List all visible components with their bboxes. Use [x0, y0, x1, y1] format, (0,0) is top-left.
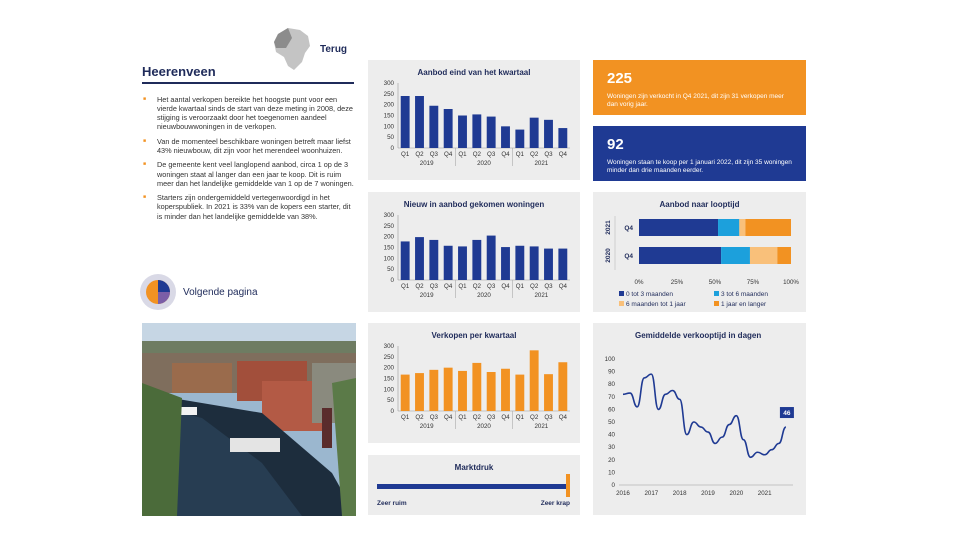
gauge-right-label: Zeer krap: [540, 500, 570, 507]
stacked-bar-segment: [639, 247, 721, 264]
x-tick-label: 50%: [708, 279, 722, 286]
kpi-sold: [593, 60, 806, 115]
bar: [487, 117, 496, 148]
sales-bar-chart: [368, 323, 580, 443]
new-supply-bar-chart: [368, 192, 580, 312]
stacked-bar-segment: [745, 219, 791, 236]
kpi-for-sale: [593, 126, 806, 181]
x-tick-label: Q3: [429, 151, 438, 158]
duration-stacked-chart: [593, 192, 806, 312]
y-tick-label: 200: [383, 364, 394, 372]
bar: [515, 130, 524, 148]
x-tick-label: 75%: [746, 279, 760, 286]
year-label: 2019: [419, 292, 434, 299]
stacked-bar-segment: [750, 247, 777, 264]
legend-swatch: [714, 301, 719, 306]
x-tick-label: Q1: [515, 414, 524, 421]
row-year-label: 2020: [605, 248, 612, 263]
bar: [472, 363, 481, 411]
x-tick-label: Q2: [472, 414, 481, 421]
bar: [544, 249, 553, 280]
x-tick-label: Q4: [501, 151, 510, 158]
chart-title: Gemiddelde verkooptijd in dagen: [635, 331, 762, 340]
bar: [415, 237, 424, 280]
bar: [429, 106, 438, 148]
x-tick-label: Q1: [458, 151, 467, 158]
x-tick-label: Q1: [515, 283, 524, 290]
x-tick-label: Q4: [444, 283, 453, 290]
next-page-link[interactable]: Volgende pagina: [183, 287, 258, 298]
row-quarter-label: Q4: [624, 225, 633, 232]
year-label: 2021: [534, 292, 549, 299]
x-tick-label: Q4: [444, 151, 453, 158]
x-tick-label: Q2: [415, 283, 424, 290]
x-tick-label: Q4: [558, 283, 567, 290]
bar: [472, 240, 481, 280]
x-tick-label: Q3: [544, 151, 553, 158]
x-tick-label: Q3: [487, 283, 496, 290]
x-tick-label: Q2: [530, 151, 539, 158]
year-label: 2020: [477, 160, 491, 167]
chart-panel-new-supply: [368, 192, 580, 312]
bar: [530, 246, 539, 280]
stacked-bar-segment: [718, 219, 739, 236]
chart-title: Verkopen per kwartaal: [431, 331, 517, 340]
x-tick-label: Q2: [415, 151, 424, 158]
bar: [515, 375, 524, 411]
y-tick-label: 250: [383, 222, 394, 230]
kpi-text: Woningen zijn verkocht in Q4 2021, dit zijn 31 verkopen meer dan vorig jaar.: [607, 93, 784, 108]
chart-title: Aanbod eind van het kwartaal: [417, 68, 531, 77]
x-tick-label: 2021: [757, 490, 772, 497]
intro-bullet: ■ Starters zijn ondergemiddeld vertegenwoordigd in het koperspubliek. In 2021 is 33% van de kopers een starter, dit is minder dan het landelijke gemiddelde van 38%.: [142, 193, 356, 221]
chart-panel-sales-time: [593, 323, 806, 515]
x-tick-label: Q2: [415, 414, 424, 421]
y-tick-label: 150: [383, 375, 394, 383]
x-tick-label: Q1: [515, 151, 524, 158]
back-link[interactable]: Terug: [320, 44, 348, 55]
y-tick-label: 20: [608, 456, 615, 464]
year-label: 2021: [534, 423, 549, 430]
y-tick-label: 200: [383, 233, 394, 241]
legend-label: 1 jaar en langer: [721, 301, 767, 308]
intro-section: [142, 64, 356, 226]
year-label: 2020: [477, 292, 491, 299]
y-tick-label: 10: [608, 469, 615, 477]
x-tick-label: Q3: [544, 283, 553, 290]
y-tick-label: 200: [383, 101, 394, 109]
stacked-bar-segment: [739, 219, 745, 236]
y-tick-label: 300: [383, 80, 394, 87]
bar: [415, 373, 424, 411]
bar: [429, 370, 438, 411]
kpi-value: 92: [607, 136, 624, 153]
year-label: 2021: [534, 160, 549, 167]
bar: [444, 109, 453, 148]
year-label: 2019: [419, 423, 434, 430]
x-tick-label: 25%: [670, 279, 684, 286]
y-tick-label: 30: [608, 444, 615, 452]
legend-label: 3 tot 6 maanden: [721, 291, 768, 298]
row-year-label: 2021: [605, 220, 612, 235]
series-line: [623, 374, 786, 457]
chart-panel-supply: [368, 60, 580, 180]
chart-panel-sales: [368, 323, 580, 443]
last-value-label: 46: [783, 410, 791, 418]
bar: [501, 247, 510, 280]
x-tick-label: Q4: [501, 283, 510, 290]
intro-bullet: ■ Het aantal verkopen bereikte het hoogste punt voor een vierde kwartaal sinds de start van deze meting in 2008, deze stijging is veroorzaakt door het toegenomen aandeel nieuwbouwwoningen in de verkopen.: [142, 95, 356, 132]
x-tick-label: Q1: [401, 414, 410, 421]
bar: [515, 246, 524, 280]
x-tick-label: 2018: [672, 490, 687, 497]
y-tick-label: 250: [383, 353, 394, 361]
stacked-bar-segment: [721, 247, 750, 264]
chart-title: Aanbod naar looptijd: [659, 200, 740, 209]
x-tick-label: 100%: [783, 279, 799, 286]
intro-bullet: ■ Van de momenteel beschikbare woningen betreft maar liefst 43% nieuwbouw, dit zijn voor het merendeel woonhuizen.: [142, 137, 356, 156]
x-tick-label: 2020: [729, 490, 744, 497]
legend-label: 6 maanden tot 1 jaar: [626, 301, 686, 308]
bar: [401, 96, 410, 148]
bar: [558, 128, 567, 148]
bar: [458, 116, 467, 149]
x-tick-label: 2017: [644, 490, 659, 497]
market-pressure-panel: [368, 455, 580, 515]
bar: [487, 236, 496, 280]
gauge-track: [377, 484, 570, 489]
bar: [487, 372, 496, 411]
x-tick-label: 2016: [616, 490, 630, 497]
x-tick-label: Q4: [444, 414, 453, 421]
y-tick-label: 50: [387, 266, 394, 274]
y-tick-label: 0: [390, 277, 394, 284]
intro-bullet: ■ De gemeente kent veel langlopend aanbod, circa 1 op de 3 woningen staat al langer dan een jaar te koop. Dit is ruim meer dan het landelijke gemiddelde van 1 op de 7 woningen.: [142, 160, 356, 188]
legend-label: 0 tot 3 maanden: [626, 291, 673, 298]
y-tick-label: 250: [383, 90, 394, 98]
bar: [415, 96, 424, 148]
y-tick-label: 100: [383, 255, 394, 263]
bar: [429, 240, 438, 280]
y-tick-label: 50: [608, 419, 615, 426]
y-tick-label: 0: [611, 482, 615, 489]
y-tick-label: 50: [387, 397, 394, 405]
title-underline: [142, 82, 354, 84]
x-tick-label: Q1: [458, 414, 467, 421]
town-photo: [142, 323, 356, 516]
bar: [558, 362, 567, 411]
y-tick-label: 0: [390, 145, 394, 152]
x-tick-label: Q2: [472, 151, 481, 158]
kpi-value: 225: [607, 70, 633, 87]
y-tick-label: 80: [608, 381, 615, 389]
stacked-bar-segment: [777, 247, 791, 264]
y-tick-label: 100: [604, 356, 615, 363]
gauge-marker: [566, 474, 570, 497]
bar: [530, 118, 539, 148]
stacked-bar-segment: [639, 219, 718, 236]
gauge-left-label: Zeer ruim: [377, 500, 407, 507]
x-tick-label: 0%: [634, 279, 644, 286]
x-tick-label: Q4: [558, 151, 567, 158]
bar: [544, 120, 553, 148]
y-tick-label: 100: [383, 386, 394, 394]
gauge-title: Marktdruk: [454, 463, 494, 472]
sales-time-line-chart: [593, 323, 806, 515]
legend-swatch: [619, 301, 624, 306]
x-tick-label: Q2: [530, 283, 539, 290]
x-tick-label: Q1: [458, 283, 467, 290]
bar: [401, 241, 410, 280]
row-quarter-label: Q4: [624, 253, 633, 260]
year-label: 2019: [419, 160, 434, 167]
bar: [458, 246, 467, 280]
page-title: Heerenveen: [142, 64, 216, 79]
bar: [544, 374, 553, 411]
legend-swatch: [714, 291, 719, 296]
x-tick-label: Q3: [544, 414, 553, 421]
y-tick-label: 50: [387, 134, 394, 142]
bar: [401, 375, 410, 411]
bar: [501, 369, 510, 411]
x-tick-label: Q3: [487, 151, 496, 158]
chart-title: Nieuw in aanbod gekomen woningen: [403, 200, 545, 209]
x-tick-label: Q1: [401, 283, 410, 290]
x-tick-label: Q2: [530, 414, 539, 421]
y-tick-label: 150: [383, 244, 394, 252]
x-tick-label: Q1: [401, 151, 410, 158]
x-tick-label: Q2: [472, 283, 481, 290]
supply-bar-chart: [368, 60, 580, 180]
bar: [530, 350, 539, 411]
bar: [558, 249, 567, 280]
intro-bullets: [142, 95, 356, 222]
x-tick-label: Q3: [487, 414, 496, 421]
y-tick-label: 90: [608, 368, 615, 376]
x-tick-label: Q4: [501, 414, 510, 421]
y-tick-label: 0: [390, 408, 394, 415]
kpi-text: Woningen staan te koop per 1 januari 2022, dit zijn 35 woningen minder dan drie maanden eerder.: [607, 159, 792, 174]
bar: [444, 246, 453, 280]
y-tick-label: 70: [608, 393, 615, 401]
next-page-icon[interactable]: [139, 273, 177, 311]
y-tick-label: 60: [608, 406, 615, 414]
x-tick-label: Q4: [558, 414, 567, 421]
y-tick-label: 100: [383, 123, 394, 131]
bar: [458, 371, 467, 411]
x-tick-label: 2019: [701, 490, 715, 497]
bar: [444, 368, 453, 411]
year-label: 2020: [477, 423, 491, 430]
legend-swatch: [619, 291, 624, 296]
y-tick-label: 300: [383, 343, 394, 350]
chart-panel-duration: [593, 192, 806, 312]
y-tick-label: 40: [608, 431, 615, 439]
y-tick-label: 300: [383, 212, 394, 219]
bar: [472, 114, 481, 148]
x-tick-label: Q3: [429, 414, 438, 421]
y-tick-label: 150: [383, 112, 394, 120]
bar: [501, 126, 510, 148]
x-tick-label: Q3: [429, 283, 438, 290]
